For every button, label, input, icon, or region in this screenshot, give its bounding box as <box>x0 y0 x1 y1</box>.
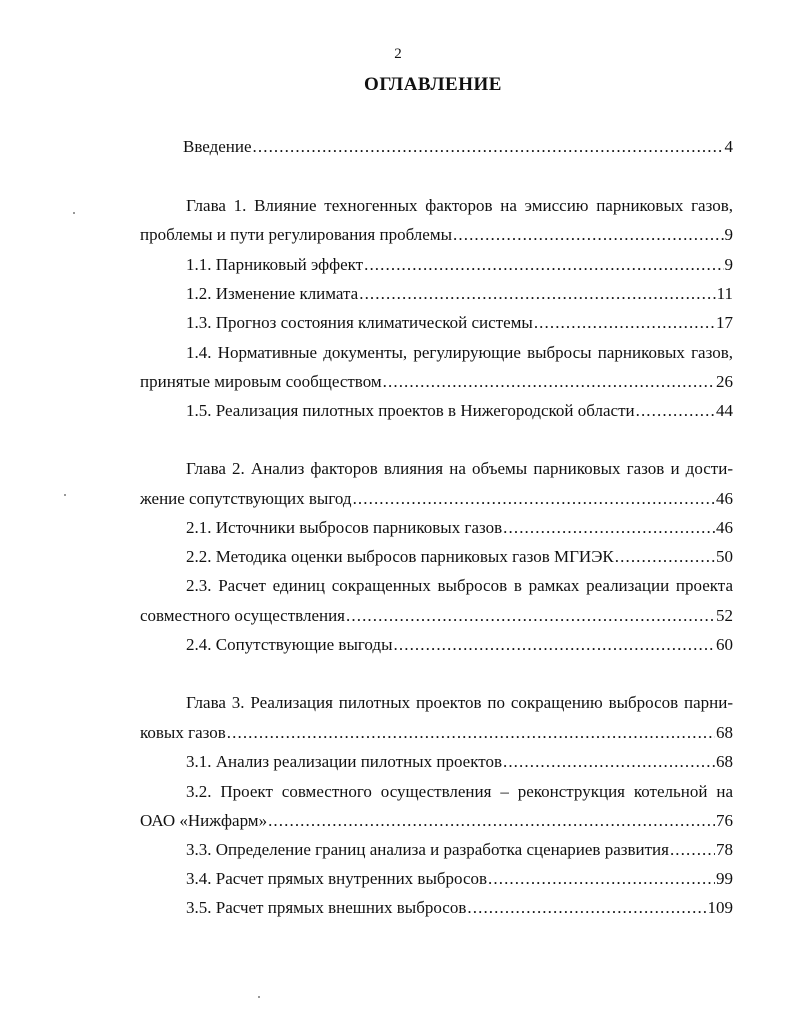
toc-page-number: 11 <box>716 284 733 303</box>
toc-entry-label: 1.2. Изменение климата <box>186 284 359 303</box>
toc-entry-label: ОАО «Нижфарм» <box>140 811 268 830</box>
toc-section-1-1[interactable] <box>186 254 733 276</box>
toc-chapter-2-line-1[interactable]: Глава 2. Анализ факторов влияния на объемы парниковых газов и дости- <box>186 459 733 478</box>
toc-entry-label: совместного осуществления <box>140 606 346 625</box>
toc-chapter-1-line-2[interactable] <box>140 224 733 246</box>
dot-leader <box>488 868 715 890</box>
toc-section-2-2[interactable] <box>186 546 733 568</box>
toc-chapter-2-line-2[interactable] <box>140 488 733 510</box>
toc-section-1-4-line-1[interactable]: 1.4. Нормативные документы, регулирующие выбросы парниковых газов, <box>186 343 733 362</box>
dot-leader <box>268 810 715 832</box>
dot-leader <box>353 488 715 510</box>
toc-entry-label: ковых газов <box>140 723 226 742</box>
toc-chapter-3-line-1[interactable]: Глава 3. Реализация пилотных проектов по сокращению выбросов парни- <box>186 693 733 712</box>
toc-entry-label: 3.5. Расчет прямых внешних выбросов <box>186 898 467 917</box>
dot-leader <box>503 751 715 773</box>
dot-leader <box>615 546 715 568</box>
toc-entry-label: 3.1. Анализ реализации пилотных проектов <box>186 752 502 771</box>
toc-section-2-4[interactable] <box>186 634 733 656</box>
toc-page-number: 46 <box>716 489 733 508</box>
dot-leader <box>453 224 723 246</box>
toc-section-3-2-line-1[interactable]: 3.2. Проект совместного осуществления – реконструкция котельной на <box>186 782 733 801</box>
toc-page-number: 109 <box>707 898 733 917</box>
toc-entry-label: проблемы и пути регулирования проблемы <box>140 225 453 244</box>
scan-speck <box>258 996 260 998</box>
dot-leader <box>364 254 723 276</box>
toc-section-2-1[interactable] <box>186 517 733 539</box>
toc-entry-label: 3.4. Расчет прямых внутренних выбросов <box>186 869 488 888</box>
dot-leader <box>253 136 724 158</box>
toc-section-1-3[interactable] <box>186 312 733 334</box>
dot-leader <box>503 517 715 539</box>
toc-page-number: 26 <box>716 372 733 391</box>
page-number: 2 <box>394 46 402 62</box>
dot-leader <box>227 722 715 744</box>
toc-chapter-1-line-1[interactable]: Глава 1. Влияние техногенных факторов на эмиссию парниковых газов, <box>186 196 733 215</box>
toc-entry-label: 2.4. Сопутствующие выгоды <box>186 635 393 654</box>
toc-section-3-2-line-2[interactable] <box>140 810 733 832</box>
toc-entry-label: 1.5. Реализация пилотных проектов в Нижегородской области <box>186 401 635 420</box>
toc-page-number: 4 <box>724 137 733 156</box>
toc-section-1-5[interactable] <box>186 400 733 422</box>
toc-section-1-4-line-2[interactable] <box>140 371 733 393</box>
toc-page-number: 50 <box>716 547 733 566</box>
toc-page-number: 68 <box>716 752 733 771</box>
scan-speck <box>73 212 75 214</box>
toc-page-number: 52 <box>716 606 733 625</box>
toc-page-number: 76 <box>716 811 733 830</box>
toc-page-number: 68 <box>716 723 733 742</box>
toc-entry-label: 1.3. Прогноз состояния климатической системы <box>186 313 533 332</box>
toc-page-number: 46 <box>716 518 733 537</box>
toc-entry-label: Введение <box>183 137 252 156</box>
toc-page-number: 9 <box>724 225 733 244</box>
dot-leader <box>636 400 715 422</box>
toc-section-3-1[interactable] <box>186 751 733 773</box>
toc-section-3-4[interactable] <box>186 868 733 890</box>
toc-page-number: 9 <box>724 255 733 274</box>
dot-leader <box>394 634 715 656</box>
toc-section-1-2[interactable] <box>186 283 733 305</box>
dot-leader <box>359 283 715 305</box>
page-title: ОГЛАВЛЕНИЕ <box>364 74 502 95</box>
dot-leader <box>467 897 706 919</box>
toc-section-3-5[interactable] <box>186 897 733 919</box>
toc-entry-label: принятые мировым сообществом <box>140 372 382 391</box>
toc-entry-intro[interactable] <box>183 136 733 158</box>
toc-page-number: 17 <box>716 313 733 332</box>
dot-leader <box>346 605 715 627</box>
toc-page-number: 99 <box>716 869 733 888</box>
toc-entry-label: жение сопутствующих выгод <box>140 489 352 508</box>
dot-leader <box>670 839 715 861</box>
toc-entry-label: 1.1. Парниковый эффект <box>186 255 364 274</box>
toc-section-2-3-line-1[interactable]: 2.3. Расчет единиц сокращенных выбросов в рамках реализации проекта <box>186 576 733 595</box>
toc-entry-label: 3.3. Определение границ анализа и разработка сценариев развития <box>186 840 669 859</box>
toc-page-number: 60 <box>716 635 733 654</box>
toc-entry-label: 2.1. Источники выбросов парниковых газов <box>186 518 503 537</box>
dot-leader <box>383 371 715 393</box>
toc-section-2-3-line-2[interactable] <box>140 605 733 627</box>
scan-speck <box>64 494 66 496</box>
toc-page-number: 78 <box>716 840 733 859</box>
toc-section-3-3[interactable] <box>186 839 733 861</box>
toc-page-number: 44 <box>716 401 733 420</box>
toc-chapter-3-line-2[interactable] <box>140 722 733 744</box>
toc-entry-label: 2.2. Методика оценки выбросов парниковых газов МГИЭК <box>186 547 614 566</box>
dot-leader <box>534 312 715 334</box>
